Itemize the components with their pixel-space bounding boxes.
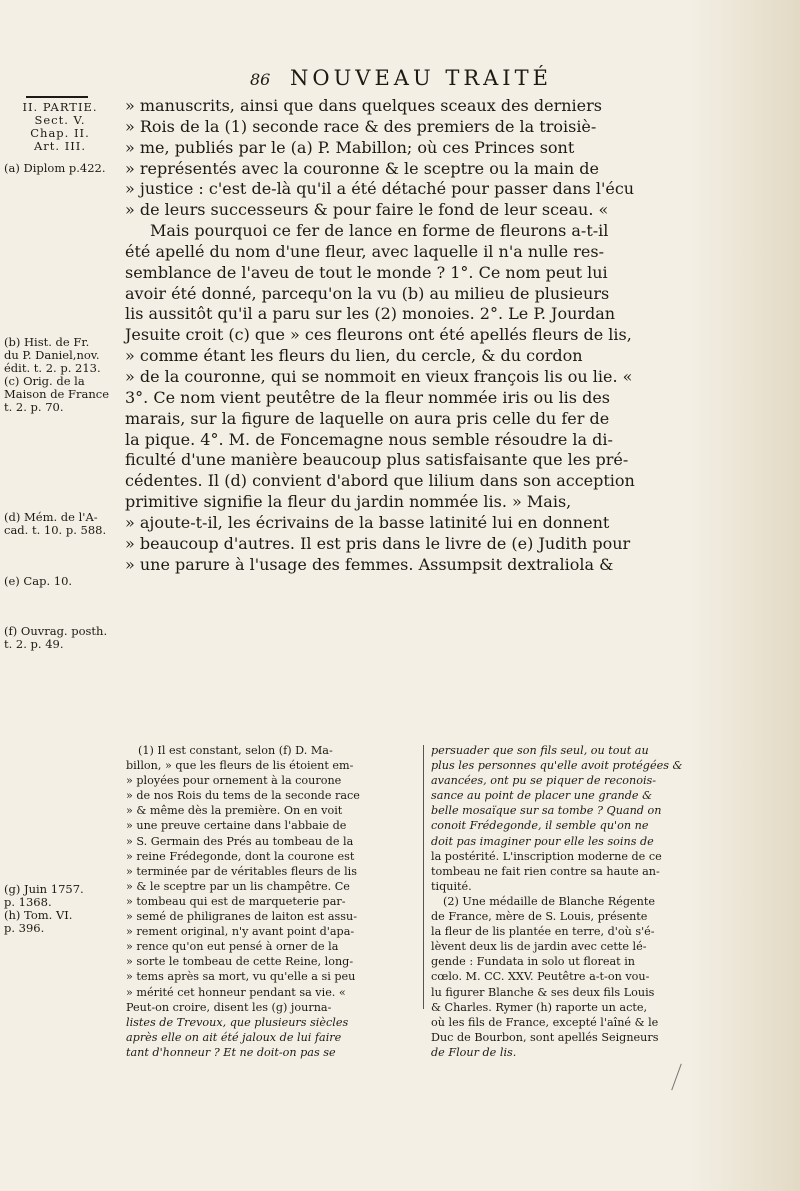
footnote-line: de France, mère de S. Louis, présente [431,910,648,924]
footnote-line: » tems après sa mort, vu qu'elle a si peu [126,970,356,984]
footnote-line: » rence qu'on eut pensé à orner de la [126,940,339,954]
margin-note-line: (h) Tom. VI. [4,908,73,922]
footnote-line: Peut-on croire, disent les (g) journa- [126,1000,332,1014]
footnote-line: lu figurer Blanche & ses deux fils Louis [431,985,655,999]
footnotes-left-column [126,743,396,1060]
text-line: ficulté d'une manière beaucoup plus satisfaisante que les pré- [125,450,629,470]
footnote-line: la postérité. L'inscription moderne de ce [431,849,662,863]
text-line: » Rois de la (1) seconde race & des premiers de la troisiè- [125,116,597,136]
footnote-line: gende : Fundata in solo ut floreat in [431,955,635,969]
footnote-line: de Flour de lis. [431,1045,517,1059]
text-line: lis aussitôt qu'il a paru sur les (2) monoies. 2°. Le P. Jourdan [125,304,616,324]
text-line: » de la couronne, qui se nommoit en vieux françois lis ou lie. « [125,366,633,386]
section-art: Art. III. [33,139,87,153]
footnote-line: » terminée par de véritables fleurs de lis [126,864,357,878]
margin-note-line: édit. t. 2. p. 213. [4,361,101,375]
text-line: » me, publiés par le (a) P. Mabillon; où ces Princes sont [125,137,575,157]
footnote-line: tant d'honneur ? Et ne doit-on pas se [126,1045,336,1059]
footnote-line: (2) Une médaille de Blanche Régente [443,894,655,908]
margin-note-line: (a) Diplom p.422. [4,161,106,175]
footnote-line: » semé de philigranes de laiton est assu- [126,910,357,924]
footnote-line: conoit Frédegonde, il semble qu'on ne [431,819,649,833]
text-line: » de leurs successeurs & pour faire le fond de leur sceau. « [125,200,609,220]
footnote-line: après elle on ait été jaloux de lui faire [126,1030,342,1044]
margin-note-e [4,575,116,588]
footnote-line: la fleur de lis plantée en terre, d'où s'é- [431,925,655,939]
margin-note-b-c [4,336,116,414]
text-line: » une parure à l'usage des femmes. Assumpsit dextraliola & [125,554,614,574]
margin-note-line: (d) Mém. de l'A- [4,510,98,524]
footnote-line: » une preuve certaine dans l'abbaie de [126,819,347,833]
footnote-line: belle mosaïque sur sa tombe ? Quand on [431,804,662,818]
footnote-line: tiquité. [431,879,472,893]
text-line: Mais pourquoi ce fer de lance en forme de fleurons a-t-il [150,221,609,241]
margin-note-line: p. 396. [4,921,45,935]
footnote-line: » sorte le tombeau de cette Reine, long- [126,955,354,969]
footnote-line: & Charles. Rymer (h) raporte un acte, [431,1000,648,1014]
section-rule [26,96,88,98]
footnote-line: persuader que son fils seul, ou tout au [431,744,649,757]
text-line: Jesuite croit (c) que » ces fleurons ont été apellés fleurs de lis, [125,325,632,345]
footnote-line: » S. Germain des Prés au tombeau de la [126,834,354,848]
footnote-line: doit pas imaginer pour elle les soins de [431,834,654,848]
margin-note-line: t. 2. p. 49. [4,637,64,651]
footnote-line: » reine Frédegonde, dont la courone est [126,849,355,863]
text-line: » manuscrits, ainsi que dans quelques sceaux des derniers [125,96,602,115]
pencil-mark [671,1064,682,1091]
text-line: » comme étant les fleurs du lien, du cercle, & du cordon [125,346,583,366]
footnote-line: » mérité cet honneur pendant sa vie. « [126,985,346,999]
footnote-line: (1) Il est constant, selon (f) D. Ma- [138,744,333,757]
main-text [125,96,705,575]
margin-note-line: t. 2. p. 70. [4,400,64,414]
margin-note-f [4,625,116,651]
margin-note-line: du P. Daniel,nov. [4,348,100,362]
text-line: la pique. 4°. M. de Foncemagne nous semble résoudre la di- [125,429,613,449]
margin-note-a [4,162,116,175]
running-title: NOUVEAU TRAITÉ [290,66,552,90]
margin-note-line: (g) Juin 1757. [4,882,84,896]
footnote-line: avancées, ont pu se piquer de reconois- [431,774,657,788]
margin-note-line: (c) Orig. de la [4,374,85,388]
margin-note-line: (e) Cap. 10. [4,574,73,588]
text-line: été apellé du nom d'une fleur, avec laquelle il n'a nulle res- [125,241,604,261]
margin-note-g-h [4,883,116,935]
running-head [250,66,710,96]
footnote-line: » & même dès la première. On en voit [126,804,343,818]
column-divider [423,745,424,1009]
text-line: » justice : c'est de-là qu'il a été détaché pour passer dans l'écu [125,179,635,199]
section-marker [4,96,116,153]
footnote-line: listes de Trevoux, que plusieurs siècles [126,1015,349,1029]
margin-note-d [4,511,116,537]
margin-note-line: cad. t. 10. p. 588. [4,523,107,537]
text-line: cédentes. Il (d) convient d'abord que lilium dans son acception [125,471,635,491]
text-line: 3°. Ce nom vient peutêtre de la fleur nommée iris ou lis des [125,387,611,407]
footnote-line: cœlo. M. CC. XXV. Peutêtre a-t-on vou- [431,970,650,984]
text-line: » représentés avec la couronne & le sceptre ou la main de [125,158,599,178]
footnote-line: Duc de Bourbon, sont apellés Seigneurs [431,1030,659,1044]
text-line: marais, sur la figure de laquelle on aura pris celle du fer de [125,408,610,428]
footnote-line: billon, » que les fleurs de lis étoient em- [126,759,354,773]
footnote-line: » tombeau qui est de marqueterie par- [126,894,346,908]
text-line: semblance de l'aveu de tout le monde ? 1°. Ce nom peut lui [125,262,608,282]
margin-note-line: (b) Hist. de Fr. [4,335,90,349]
text-line: » beaucoup d'autres. Il est pris dans le livre de (e) Judith pour [125,533,631,553]
footnote-line: » rement original, n'y avant point d'apa- [126,925,355,939]
footnote-line: lèvent deux lis de jardin avec cette lé- [431,940,647,954]
footnote-line: tombeau ne fait rien contre sa haute an- [431,864,660,878]
footnote-line: » ployées pour ornement à la courone [126,774,342,788]
margin-note-line: (f) Ouvrag. posth. [4,624,108,638]
margin-note-line: Maison de France [4,387,110,401]
section-part: II. PARTIE. [22,100,98,114]
footnote-line: sance au point de placer une grande & [431,789,653,803]
footnote-line: » de nos Rois du tems de la seconde race [126,789,360,803]
text-line: » ajoute-t-il, les écrivains de la basse latinité lui en donnent [125,512,610,532]
margin-note-line: p. 1368. [4,895,52,909]
footnote-line: » & le sceptre par un lis champêtre. Ce [126,879,350,893]
footnote-line: où les fils de France, excepté l'aîné & le [431,1015,659,1029]
section-sect: Sect. V. [34,113,86,127]
text-line: primitive signifie la fleur du jardin nommée lis. » Mais, [125,492,572,512]
footnote-line: plus les personnes qu'elle avoit protégées & [431,759,683,773]
page-number: 86 [250,70,271,89]
footnotes-right-column [431,743,711,1060]
section-chap: Chap. II. [30,126,90,140]
text-line: avoir été donné, parcequ'on la vu (b) au milieu de plusieurs [125,283,610,303]
